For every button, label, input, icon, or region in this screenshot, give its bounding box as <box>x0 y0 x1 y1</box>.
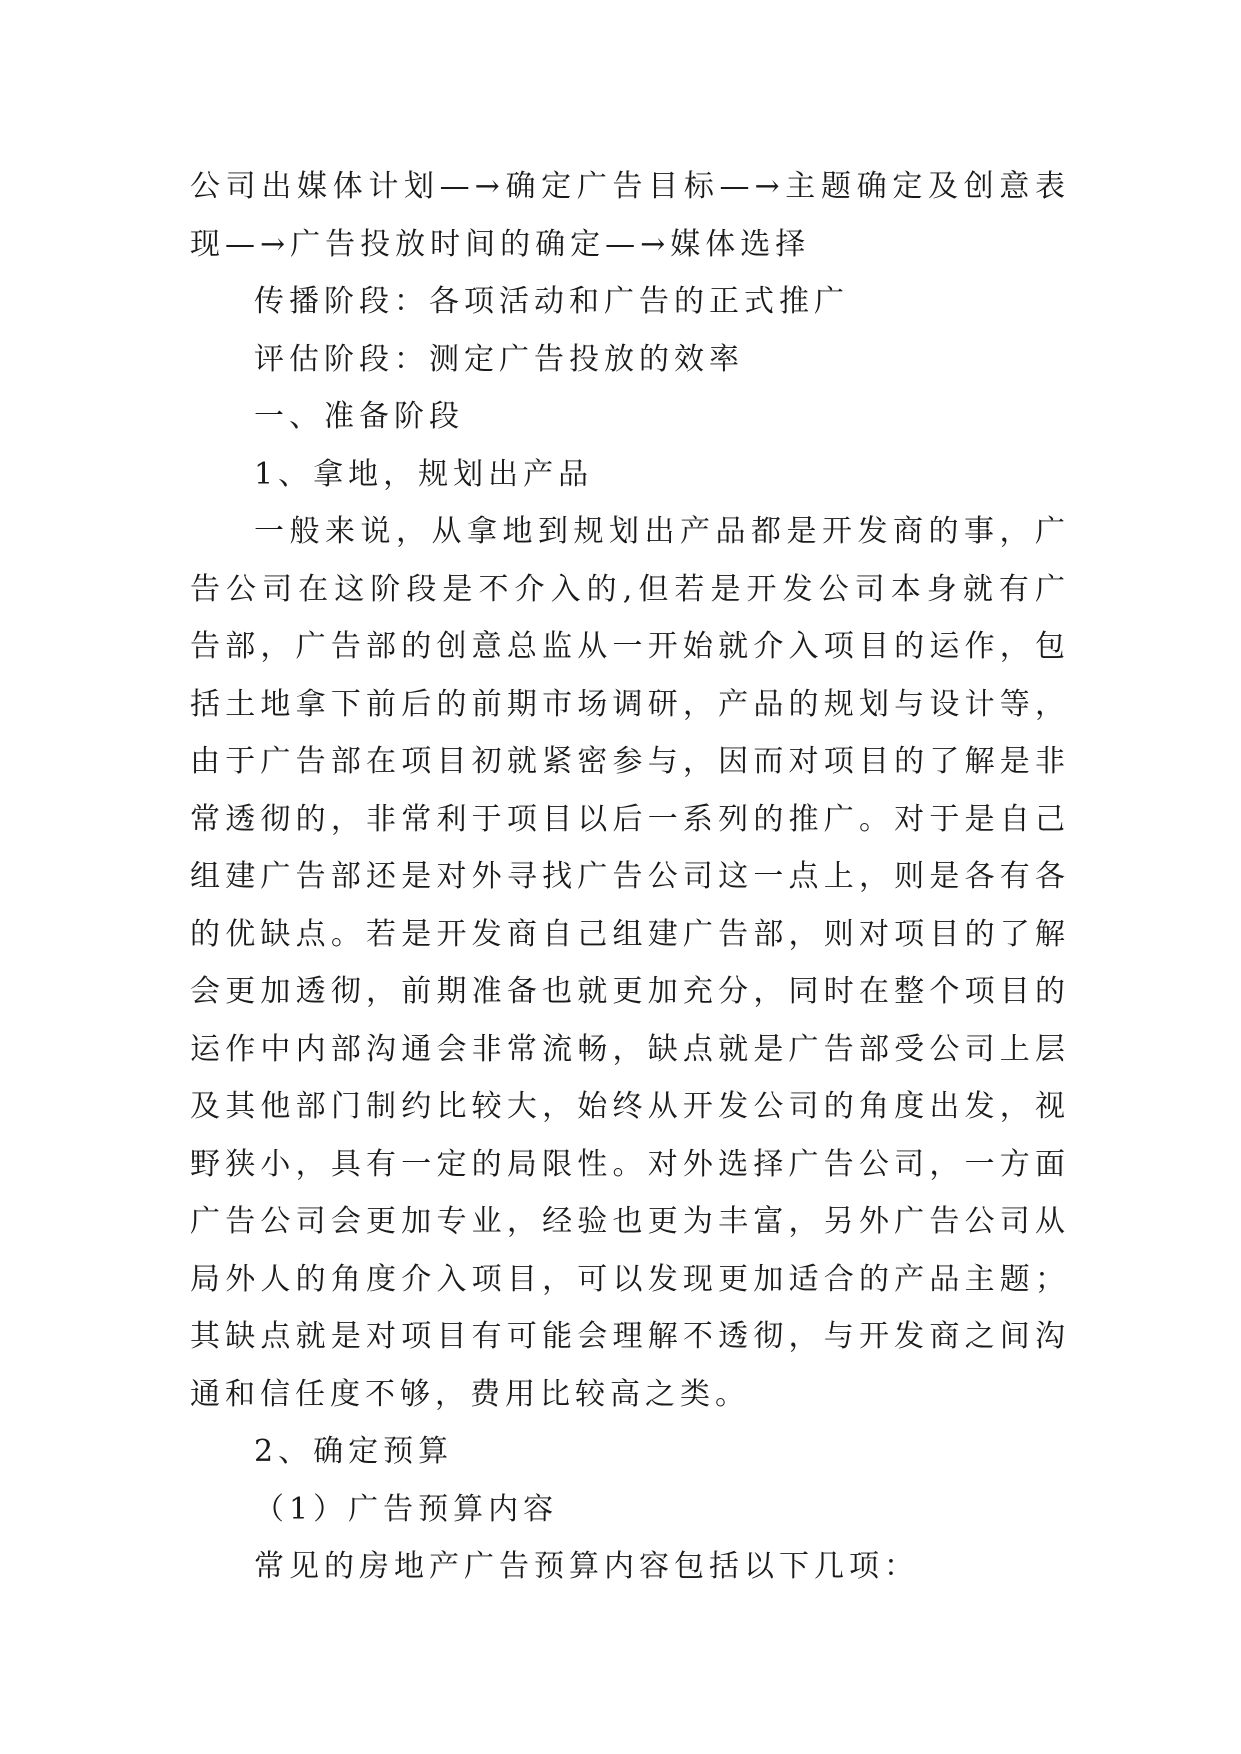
subheading-budget-content: （1）广告预算内容 <box>254 1491 559 1527</box>
document-body <box>190 158 1070 1596</box>
paragraph-land-planning-body: 一般来说，从拿地到规划出产品都是开发商的事，广告公司在这阶段是不介入的,但若是开发公司本身就有广告部，广告部的创意总监从一开始就介入项目的运作，包括土地拿下前后的前期市场调研，产品的规划与设计等，由于广告部在项目初就紧密参与，因而对项目的了解是非常透彻的，非常利于项目以后一系列的推广。对于是自己组建广告部还是对外寻找广告公司这一点上，则是各有各的优缺点。若是开发商自己组建广告部，则对项目的了解会更加透彻，前期准备也就更加充分，同时在整个项目的运作中内部沟通会非常流畅，缺点就是广告部受公司上层及其他部门制约比较大，始终从开发公司的角度出发，视野狭小，具有一定的局限性。对外选择广告公司，一方面广告公司会更加专业，经验也更为丰富，另外广告公司从局外人的角度介入项目，可以发现更加适合的产品主题；其缺点就是对项目有可能会理解不透彻，与开发商之间沟通和信任度不够，费用比较高之类。 <box>190 514 1070 1412</box>
subheading-land-planning: 1、拿地，规划出产品 <box>254 456 594 492</box>
section-heading-preparation: 一、准备阶段 <box>254 399 464 434</box>
subheading-budget: 2、确定预算 <box>254 1434 454 1469</box>
paragraph-budget-items-intro: 常见的房地产广告预算内容包括以下几项： <box>254 1549 919 1584</box>
paragraph-process-flow: 公司出媒体计划—→确定广告目标—→主题确定及创意表现—→广告投放时间的确定—→媒体选择 <box>190 169 1070 262</box>
paragraph-dissemination-stage: 传播阶段：各项活动和广告的正式推广 <box>254 284 849 319</box>
paragraph-evaluation-stage: 评估阶段：测定广告投放的效率 <box>254 341 744 377</box>
